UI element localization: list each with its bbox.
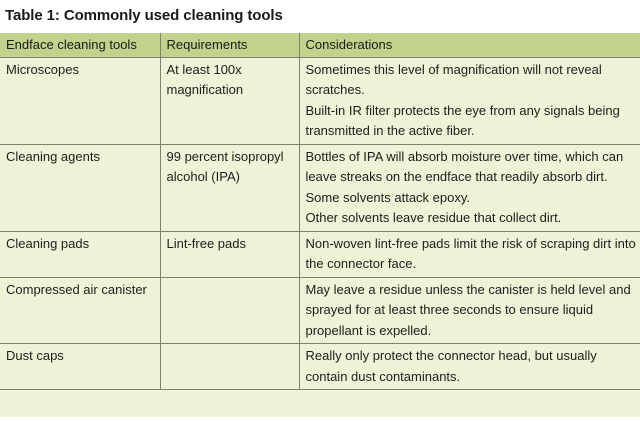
tool-cell: Dust caps: [0, 344, 160, 390]
requirement-cell: At least 100x magnification: [160, 57, 299, 144]
consideration-line: Some solvents attack epoxy.: [305, 189, 471, 205]
table-caption: Table 1: Commonly used cleaning tools: [5, 7, 283, 24]
tool-cell: Microscopes: [0, 57, 160, 144]
consideration-line: Bottles of IPA will absorb moisture over time, which can leave streaks on the endface that readily absorb dirt.: [305, 148, 624, 184]
header-requirements: Requirements: [160, 33, 299, 57]
considerations-cell: [299, 144, 640, 231]
cleaning-tools-table-container: [0, 33, 640, 417]
table-header-row: [0, 33, 640, 57]
table-row: [0, 344, 640, 390]
table-row: [0, 231, 640, 277]
cleaning-tools-table: [0, 33, 640, 390]
consideration-line: Non-woven lint-free pads limit the risk of scraping dirt into the connector face.: [305, 235, 636, 271]
tool-cell: Cleaning pads: [0, 231, 160, 277]
table-row: [0, 277, 640, 344]
table-row: [0, 57, 640, 144]
requirement-cell: 99 percent isopropyl alcohol (IPA): [160, 144, 299, 231]
consideration-line: Other solvents leave residue that collect dirt.: [305, 210, 562, 225]
consideration-line: Really only protect the connector head, but usually contain dust contaminants.: [305, 348, 597, 384]
consideration-line: Built-in IR filter protects the eye from any signals being transmitted in the active fiber.: [305, 102, 620, 138]
consideration-line: May leave a residue unless the canister is held level and sprayed for at least three seconds to ensure liquid propellant is expelled.: [305, 281, 631, 338]
tool-cell: Cleaning agents: [0, 144, 160, 231]
requirement-cell: [160, 277, 299, 344]
considerations-cell: [299, 231, 640, 277]
header-considerations: Considerations: [299, 33, 640, 57]
consideration-line: Sometimes this level of magnification will not reveal scratches.: [305, 61, 602, 97]
considerations-cell: [299, 57, 640, 144]
header-endface-cleaning-tools: Endface cleaning tools: [0, 33, 160, 57]
requirement-cell: [160, 344, 299, 390]
considerations-cell: [299, 277, 640, 344]
table-row: [0, 144, 640, 231]
considerations-cell: [299, 344, 640, 390]
tool-cell: Compressed air canister: [0, 277, 160, 344]
requirement-cell: Lint-free pads: [160, 231, 299, 277]
